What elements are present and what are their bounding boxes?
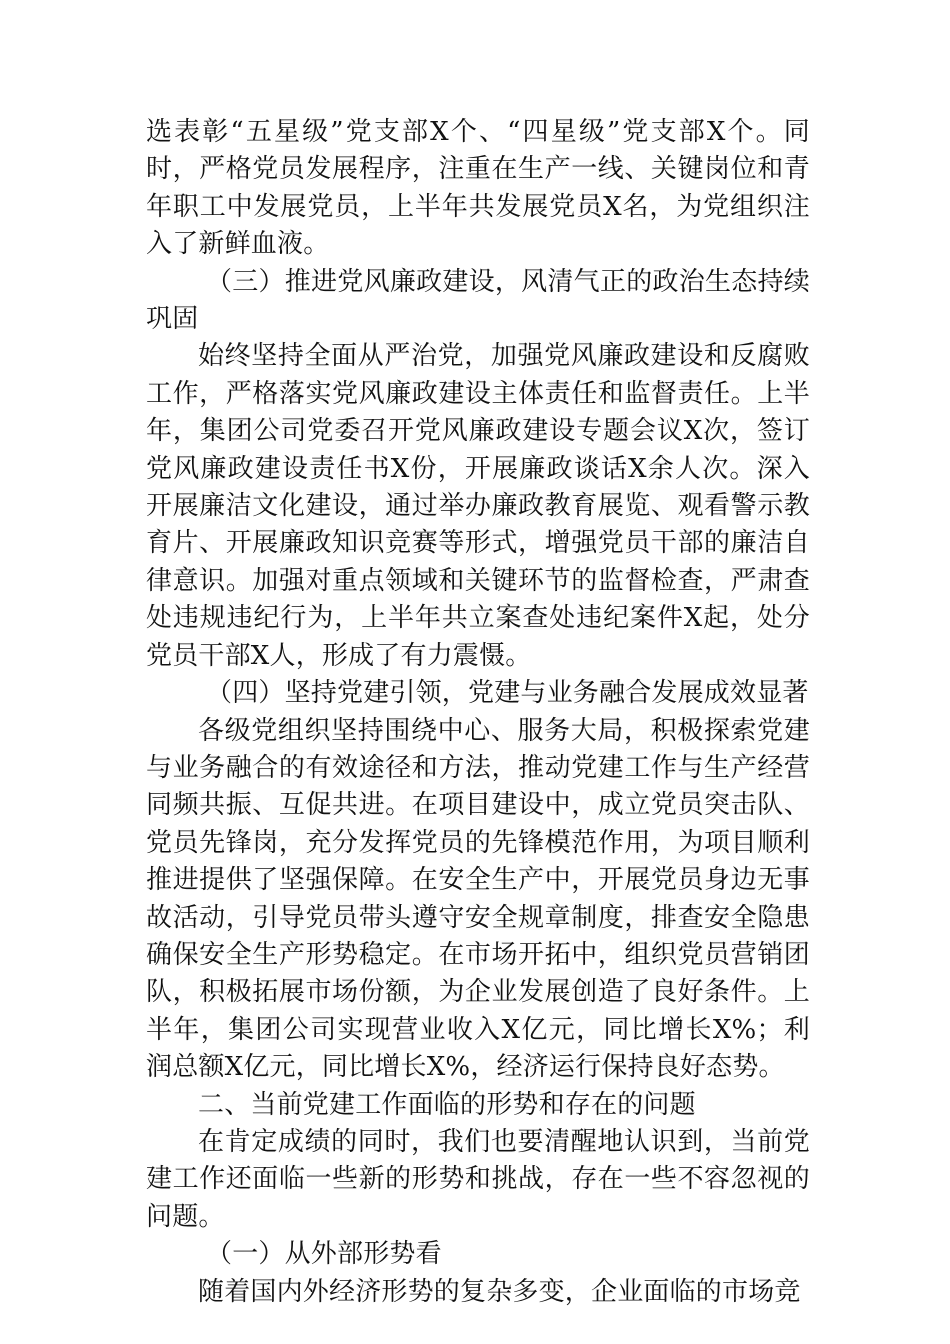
section-heading-4: （四）坚持党建引领，党建与业务融合发展成效显著	[206, 678, 809, 709]
paragraph-external: 随着国内外经济形势的复杂多变，企业面临的市场竞	[198, 1276, 801, 1307]
paragraph-integration: 各级党组织坚持围绕中心、服务大局，积极探索党建与业务融合的有效途径和方法，推动党建工作与生产经营同频共振、互促共进。在项目建设中，成立党员突击队、党员先锋岗，充分发挥党员的先锋模范作用，为项目顺利推进提供了坚强保障。在安全生产中，开展党员身边无事故活动，引导党员带头遵守安全规章制度，排查安全隐患确保安全生产形势稳定。在市场开拓中，组织党员营销团队，积极拓展市场份额，为企业发展创造了良好条件。上半年，集团公司实现营业收入X亿元，同比增长X%；利润总额X亿元，同比增长X%，经济运行保持良好态势。	[146, 715, 810, 1083]
section-heading-3: （三）推进党风廉政建设，风清气正的政治生态持续巩固	[146, 266, 810, 335]
paragraph-continuation: 选表彰“五星级”党支部X个、“四星级”党支部X个。同时，严格党员发展程序，注重在生产一线、关键岗位和青年职工中发展党员，上半年共发展党员X名，为党组织注入了新鲜血液。	[146, 117, 810, 260]
paragraph-integrity: 始终坚持全面从严治党，加强党风廉政建设和反腐败工作，严格落实党风廉政建设主体责任和监督责任。上半年，集团公司党委召开党风廉政建设专题会议X次，签订党风廉政建设责任书X份，开展廉政谈话X余人次。深入开展廉洁文化建设，通过举办廉政教育展览、观看警示教育片、开展廉政知识竞赛等形式，增强党员干部的廉洁自律意识。加强对重点领域和关键环节的监督检查，严肃查处违规违纪行为，上半年共立案查处违纪案件X起，处分党员干部X人，形成了有力震慑。	[146, 341, 810, 671]
chapter-heading-2: 二、当前党建工作面临的形势和存在的问题	[198, 1089, 696, 1120]
section-heading-external: （一）从外部形势看	[206, 1239, 442, 1270]
paragraph-challenges: 在肯定成绩的同时，我们也要清醒地认识到，当前党建工作还面临一些新的形势和挑战，存在一些不容忽视的问题。	[146, 1126, 810, 1232]
document-body	[146, 114, 810, 1311]
